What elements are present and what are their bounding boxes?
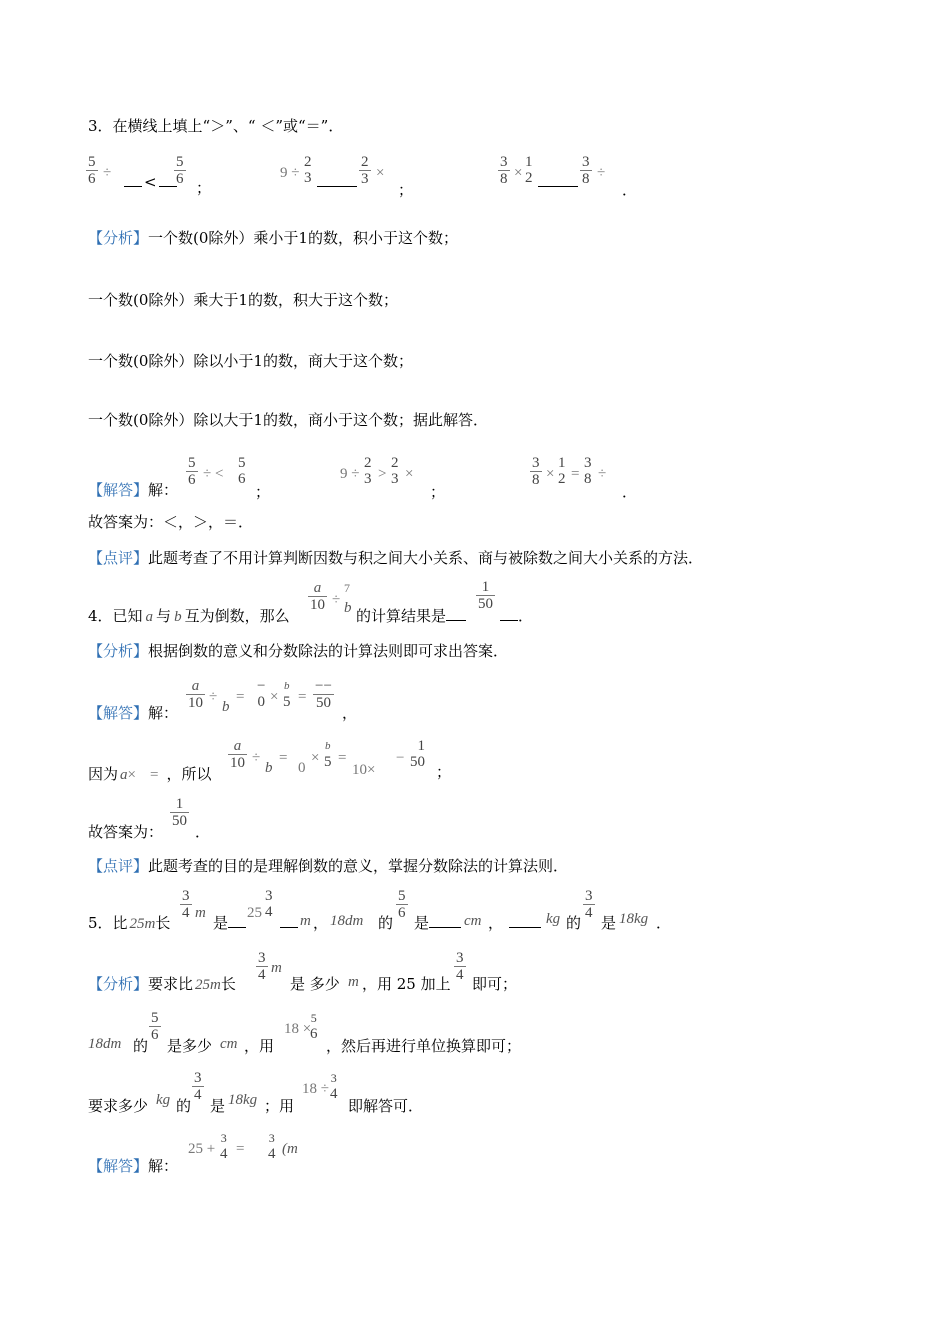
q4-sol2-eq1: = <box>279 750 288 766</box>
frac-den: 4 <box>265 904 273 920</box>
q4-analysis <box>88 641 508 661</box>
q3-op-a: ÷ <box>103 165 112 181</box>
an1-chang: 长 <box>220 975 236 993</box>
q3-sol-frac-b2 <box>389 455 401 487</box>
q4-sol2-times: × <box>311 750 320 766</box>
frac-den: 50 <box>478 596 493 612</box>
frac-den: 50 <box>410 754 425 770</box>
q4-sol2-frac <box>228 738 247 771</box>
frac-den: 6 <box>88 171 96 187</box>
q4-sol1-frac3 <box>313 678 334 711</box>
q3-frac-d <box>359 154 371 187</box>
q5-25m: 25m <box>129 916 156 932</box>
frac-den: 4 <box>268 1146 276 1162</box>
frac-den: 4 <box>220 1146 228 1162</box>
comment-text: 此题考查的目的是理解倒数的意义，掌握分数除法的计算法则． <box>148 857 569 875</box>
solution-tag: 【解答】 <box>88 1157 149 1175</box>
q3-answer: 故答案为：＜，＞，＝． <box>88 513 254 531</box>
frac-num: 2 <box>361 154 369 170</box>
q3-analysis-line-1 <box>88 228 458 248</box>
because-eq: = <box>149 767 159 783</box>
q4-answer-frac-final <box>170 796 189 829</box>
q5-chang: 长 <box>155 914 171 932</box>
frac-num: 2 <box>304 154 312 170</box>
frac-num: 1 <box>175 796 184 812</box>
q4-sol2-var: b <box>265 760 273 776</box>
q4-expr-op: ÷ <box>332 592 341 608</box>
q3-sol-end: ． <box>622 483 638 501</box>
frac-den: 2 <box>525 170 533 186</box>
q3-blank-1[interactable] <box>124 172 177 192</box>
q5-title-18kg: 18kg <box>619 911 649 927</box>
frac-den: 3 <box>361 171 369 187</box>
frac-num: a <box>191 678 200 694</box>
q4-answer-frac <box>476 579 495 612</box>
q5-an2-de: 的 <box>133 1037 149 1055</box>
q4-expr-frac <box>308 580 327 613</box>
frac-num: 3 <box>456 950 464 966</box>
q5-an2-end: ，然后再进行单位换算即可； <box>326 1037 522 1055</box>
var-a: a <box>145 609 154 625</box>
q3-solution-label <box>88 480 178 500</box>
q5-an1-mid: 是 多少 <box>290 975 340 993</box>
q5-shi: 是 <box>213 914 229 932</box>
q3-blank-2[interactable] <box>317 172 357 192</box>
q5-title-cm: cm <box>464 913 482 929</box>
frac-den: 6 <box>310 1026 318 1042</box>
q4-title-pre: 4．已知 <box>88 607 143 625</box>
q5-title-frac-d <box>583 888 595 921</box>
q5-title-pre <box>88 913 170 934</box>
q4-sol1-op: ÷ <box>209 689 218 705</box>
frac-den: 4 <box>585 905 593 921</box>
q3-frac-c <box>302 154 314 186</box>
q5-an1-frac <box>256 950 268 983</box>
q5-title-comma2 <box>488 913 541 933</box>
q5-an1-m2: m <box>348 974 359 990</box>
frac-den: 4 <box>330 1086 338 1102</box>
var-b: b <box>174 609 182 625</box>
frac-num: − <box>257 678 266 694</box>
frac-den: 10 <box>230 755 245 771</box>
q4-answer-end: ． <box>195 823 211 841</box>
q5-title-shi2 <box>414 913 461 933</box>
frac-den: 3 <box>304 170 312 186</box>
q5-an2-mid2: ，用 <box>244 1037 275 1055</box>
q5-an1-m: m <box>271 960 282 976</box>
frac-num: a <box>233 738 242 754</box>
q4-title <box>88 606 290 627</box>
q4-sol2-op: ÷ <box>252 750 261 766</box>
q3-sol-op-a: ÷ < <box>203 466 224 482</box>
frac-den: 50 <box>313 694 334 711</box>
q3-expr-c: 9 ÷ <box>280 165 300 181</box>
analysis-tag: 【分析】 <box>88 642 149 660</box>
q3-sol-semi-1: ； <box>255 483 271 501</box>
q3-analysis-line-4: 一个数(0除外）除以大于1的数，商小于这个数；据此解答． <box>88 411 488 429</box>
q5-title-pre-text: 5．比 <box>88 914 128 932</box>
frac-den: 3 <box>364 471 372 487</box>
q5-sol-unit: (m <box>282 1141 298 1157</box>
frac-den: 2 <box>558 471 566 487</box>
comment-tag: 【点评】 <box>88 549 149 567</box>
q5-an3-mid: ；用 <box>264 1097 295 1115</box>
frac-num: 3 <box>258 950 266 966</box>
frac-num: 2 <box>391 455 399 471</box>
q4-sol2-frac2 <box>322 738 334 770</box>
q3-frac-e2 <box>523 154 535 186</box>
q5-title-blank2[interactable] <box>280 913 298 933</box>
q5-an2-18dm: 18dm <box>88 1036 122 1052</box>
q5-an3-de: 的 <box>176 1097 192 1115</box>
q4-title-post <box>356 606 466 626</box>
q4-sol1-frac2 <box>281 678 293 710</box>
frac-den: 4 <box>258 967 266 983</box>
q3-sol-op-c: × <box>546 466 555 482</box>
because-op: × <box>127 767 136 783</box>
q4-sol2-eq3: − <box>396 750 405 766</box>
frac-den: 0 <box>257 694 265 710</box>
q5-sol-expr: 25 + <box>188 1141 216 1157</box>
frac-num: 5 <box>238 455 246 471</box>
q3-frac-a <box>86 154 98 187</box>
q4-title-mid2: 互为倒数，那么 <box>184 607 290 625</box>
q3-op-f: ÷ <box>597 165 606 181</box>
frac-den: 10 <box>310 597 325 613</box>
solution-prefix: 解： <box>148 481 179 499</box>
frac-den: 50 <box>172 813 187 829</box>
solution-prefix: 解： <box>148 1157 179 1175</box>
q3-sol-expr-b: 9 ÷ <box>340 466 360 482</box>
q3-title: 3．在横线上填上“＞”、“ ＜”或“＝”． <box>88 117 344 135</box>
frac-num: 2 <box>364 455 372 471</box>
q5-an2-mid: 是多少 <box>167 1037 213 1055</box>
q5-comma2: ， <box>488 914 504 932</box>
q3-frac-b <box>174 154 186 187</box>
because-mid: ，所以 <box>166 765 212 783</box>
q3-answer-1: < <box>144 173 157 191</box>
solution-tag: 【解答】 <box>88 481 149 499</box>
q4-comment <box>88 856 568 876</box>
frac-num: 3 <box>330 1071 337 1085</box>
q5-title-m: m <box>195 905 206 921</box>
frac-den: 8 <box>532 472 540 488</box>
q5-title-frac-c <box>396 888 408 921</box>
frac-num: 1 <box>525 154 533 170</box>
q5-title-frac-b <box>263 888 275 920</box>
frac-num: 3 <box>532 455 540 471</box>
q4-solution-label <box>88 703 178 723</box>
analysis-text: 根据倒数的意义和分数除法的计算法则即可求出答案． <box>148 642 509 660</box>
an1-pre: 要求比 <box>148 975 194 993</box>
frac-num: 5 <box>398 888 406 904</box>
frac-num: 3 <box>268 1131 275 1145</box>
analysis-tag: 【分析】 <box>88 229 149 247</box>
q3-end: ． <box>622 181 638 199</box>
frac-den: 8 <box>500 171 508 187</box>
frac-den: 4 <box>182 905 190 921</box>
frac-den: 3 <box>391 471 399 487</box>
q5-an3-frac <box>192 1070 204 1103</box>
frac-den: 10 <box>188 695 203 711</box>
q3-semi-1: ； <box>196 179 212 197</box>
q4-sol1-end: ， <box>342 704 358 722</box>
solution-prefix: 解： <box>148 704 179 722</box>
q3-comment <box>88 548 703 568</box>
q5-title-kg: kg <box>546 911 561 927</box>
frac-num: 3 <box>500 154 508 170</box>
analysis-text: 一个数(0除外）乘小于1的数，积小于这个数； <box>148 229 458 247</box>
solution-tag: 【解答】 <box>88 704 149 722</box>
q5-an3-shi: 是 <box>210 1097 226 1115</box>
frac-num: 3 <box>582 154 590 170</box>
frac-num: 3 <box>182 888 190 904</box>
frac-den: 6 <box>176 171 184 187</box>
q5-title-25: 25 <box>247 905 262 921</box>
frac-num: 3 <box>585 888 593 904</box>
q4-title-mid: 与 <box>156 607 172 625</box>
q3-sol-frac-b1 <box>362 455 374 487</box>
q5-an2-frac2 <box>308 1010 320 1042</box>
q3-sol-frac-a <box>186 455 198 488</box>
q3-frac-e <box>498 154 510 187</box>
q4-title-end <box>500 606 533 626</box>
q3-semi-2: ； <box>398 181 414 199</box>
q5-an1-end: 即可； <box>472 975 518 993</box>
q5-an3-kg: kg <box>156 1092 171 1108</box>
q4-end: ． <box>518 607 534 625</box>
frac-den: 8 <box>584 471 592 487</box>
comment-text: 此题考查了不用计算判断因数与积之间大小关系、商与被除数之间大小关系的方法． <box>148 549 704 567</box>
q4-sol1-var: b <box>222 699 230 715</box>
q5-title-de: 的 <box>378 914 394 932</box>
frac-num: 3 <box>265 888 273 904</box>
q5-title-de2: 的 <box>566 914 582 932</box>
q5-an3-pre: 要求多少 <box>88 1097 149 1115</box>
q5-title-end: ． <box>656 914 672 932</box>
q4-sol2-eq2: = <box>338 750 347 766</box>
q5-sol-frac2 <box>266 1130 278 1162</box>
q4-sol2-end: ； <box>436 763 452 781</box>
q5-title-comma: ， <box>313 914 329 932</box>
q3-sol-op-b: > <box>378 466 387 482</box>
frac-den: 6 <box>398 905 406 921</box>
frac-den: 4 <box>194 1087 202 1103</box>
frac-den: 5 <box>283 694 291 710</box>
q5-sol-frac <box>218 1130 230 1162</box>
frac-num: b <box>284 680 290 692</box>
q3-blank-3[interactable] <box>538 172 578 192</box>
frac-num: b <box>325 740 331 752</box>
q4-expr-mark: 7 <box>344 581 350 595</box>
frac-den: 5 <box>324 754 332 770</box>
q5-an1-frac2 <box>454 950 466 983</box>
q5-solution-label <box>88 1156 178 1176</box>
q5-an3-frac2 <box>328 1070 340 1102</box>
q4-sol1-times: × <box>270 689 279 705</box>
frac-den: 8 <box>582 171 590 187</box>
q5-title-shi3: 是 <box>601 914 617 932</box>
q3-sol-frac-a2 <box>236 455 248 487</box>
q3-frac-f <box>580 154 592 187</box>
q5-title-18dm: 18dm <box>330 913 364 929</box>
q3-analysis-line-2: 一个数(0除外）乘大于1的数，积大于这个数； <box>88 291 398 309</box>
q4-sol1-eq1: = <box>236 689 245 705</box>
frac-num: −− <box>315 678 332 694</box>
q5-an3-18kg: 18kg <box>228 1092 258 1108</box>
q4-title-post-text: 的计算结果是 <box>356 607 447 625</box>
q4-answer <box>88 822 163 842</box>
q4-expr-var: b <box>344 600 352 616</box>
q5-title-m2: m <box>300 913 311 929</box>
q4-sol2-d3: 10× <box>352 762 376 778</box>
answer-pre: 故答案为： <box>88 823 164 841</box>
q4-sol1-frac1 <box>255 678 267 710</box>
q4-sol1-eq2: = <box>298 689 307 705</box>
frac-den: 6 <box>238 471 246 487</box>
an1-25m: 25m <box>195 977 221 993</box>
q3-op-d: × <box>376 165 385 181</box>
frac-den: 4 <box>456 967 464 983</box>
frac-num: 1 <box>481 579 490 595</box>
q3-sol-op-c2: ÷ <box>598 466 607 482</box>
frac-num: 3 <box>194 1070 202 1086</box>
frac-num: 3 <box>584 455 592 471</box>
frac-den: 6 <box>151 1027 159 1043</box>
because-var: a <box>120 767 128 783</box>
frac-num: 1 <box>417 738 425 754</box>
q5-title-shi <box>213 913 246 933</box>
frac-num: 5 <box>176 154 184 170</box>
frac-num: 3 <box>220 1131 227 1145</box>
frac-num: 5 <box>188 455 196 471</box>
analysis-tag: 【分析】 <box>88 975 149 993</box>
q5-analysis-line-1 <box>88 974 236 995</box>
q3-op-e: × <box>514 165 523 181</box>
q5-title-frac <box>180 888 192 921</box>
q3-analysis-line-3: 一个数(0除外）除以小于1的数，商大于这个数； <box>88 352 413 370</box>
because-pre: 因为 <box>88 765 119 783</box>
q5-an2-cm: cm <box>220 1036 238 1052</box>
frac-den: 6 <box>188 472 196 488</box>
frac-num: 5 <box>310 1011 317 1025</box>
q5-an3-end: 即解答可． <box>348 1097 424 1115</box>
q4-sol2-d1: 0 <box>298 760 306 776</box>
q5-an2-expr: 18 × <box>284 1021 312 1037</box>
q5-an3-expr: 18 ÷ <box>302 1081 329 1097</box>
q4-sol2-frac4 <box>408 738 427 770</box>
q4-because <box>88 764 211 785</box>
q5-an1-mid2: ，用 25 加上 <box>362 975 451 993</box>
q3-sol-semi-2: ； <box>430 483 446 501</box>
frac-num: 5 <box>151 1010 159 1026</box>
frac-num: a <box>313 580 322 596</box>
q3-sol-frac-c1 <box>556 455 568 487</box>
q4-sol1-frac <box>186 678 205 711</box>
q5-sol-eq: = <box>236 1141 245 1157</box>
q5-shi2: 是 <box>414 914 430 932</box>
q3-sol-frac-c <box>530 455 542 488</box>
q5-an2-frac <box>149 1010 161 1043</box>
frac-num: 5 <box>88 154 96 170</box>
comment-tag: 【点评】 <box>88 857 149 875</box>
q3-sol-frac-c2 <box>582 455 594 487</box>
q3-sol-op-b2: × <box>405 466 414 482</box>
frac-num: 1 <box>558 455 566 471</box>
q3-sol-eq-c: = <box>571 466 580 482</box>
